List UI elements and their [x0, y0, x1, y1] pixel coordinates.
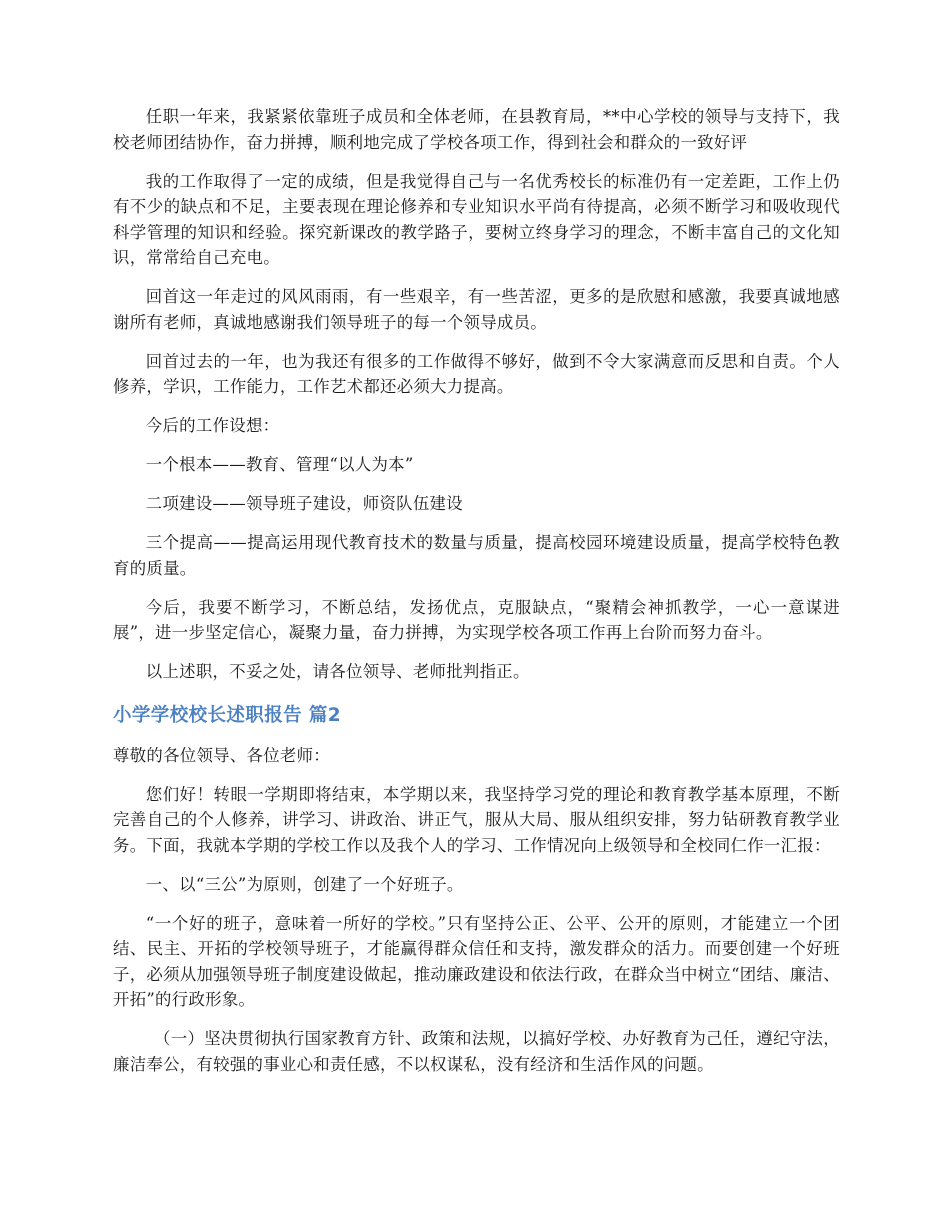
section-heading: 小学学校校长述职报告 篇2: [113, 704, 342, 726]
paragraph: 任职一年来，我紧紧依靠班子成员和全体老师，在县教育局，**中心学校的领导与支持下，我校老师团结协作，奋力拼搏，顺利地完成了学校各项工作，得到社会和群众的一致好评: [113, 107, 840, 152]
paragraph: （一）坚决贯彻执行国家教育方针、政策和法规，以搞好学校、办好教育为己任，遵纪守法，廉洁奉公，有较强的事业心和责任感，不以权谋私，没有经济和生活作风的问题。: [113, 1029, 840, 1074]
paragraph: 三个提高——提高运用现代教育技术的数量与质量，提高校园环境建设质量，提高学校特色教育的质量。: [113, 533, 840, 578]
paragraph: 一、以“三公”为原则，创建了一个好班子。: [145, 874, 464, 894]
paragraph: 以上述职，不妥之处，请各位领导、老师批判指正。: [145, 662, 530, 681]
salutation: 尊敬的各位领导、各位老师：: [113, 745, 330, 765]
paragraph: 二项建设——领导班子建设，师资队伍建设: [145, 494, 463, 513]
paragraph: 今后的工作设想：: [145, 416, 280, 435]
paragraph: 一个根本——教育、管理“以人为本”: [145, 455, 414, 474]
paragraph: 我的工作取得了一定的成绩，但是我觉得自己与一名优秀校长的标准仍有一定差距，工作上仍有不少的缺点和不足，主要表现在理论修养和专业知识水平尚有待提高，必须不断学习和吸收现代科学管理的知识和经验。探究新课改的教学路子，要树立终身学习的理念，不断丰富自己的文化知识，常常给自己充电。: [113, 171, 840, 267]
paragraph: 回首过去的一年，也为我还有很多的工作做得不够好，做到不令大家满意而反思和自责。个人修养，学识，工作能力，工作艺术都还必须大力提高。: [113, 351, 840, 396]
document-page: [113, 104, 840, 1091]
paragraph: 回首这一年走过的风风雨雨，有一些艰辛，有一些苦涩，更多的是欣慰和感激，我要真诚地感谢所有老师，真诚地感谢我们领导班子的每一个领导成员。: [113, 287, 840, 332]
paragraph: “一个好的班子，意味着一所好的学校。”只有坚持公正、公平、公开的原则，才能建立一个团结、民主、开拓的学校领导班子，才能赢得群众信任和支持，激发群众的活力。而要创建一个好班子，必须从加强领导班子制度建设做起，推动廉政建设和依法行政，在群众当中树立“团结、廉洁、开拓”的行政形象。: [113, 913, 840, 1009]
paragraph: 今后，我要不断学习，不断总结，发扬优点，克服缺点，“聚精会神抓教学，一心一意谋进展”，进一步坚定信心，凝聚力量，奋力拼搏，为实现学校各项工作再上台阶而努力奋斗。: [113, 597, 840, 642]
paragraph: 您们好！转眼一学期即将结束，本学期以来，我坚持学习党的理论和教育教学基本原理，不断完善自己的个人修养，讲学习、讲政治、讲正气，服从大局、服从组织安排，努力钻研教育教学业务。下面，我就本学期的学校工作以及我个人的学习、工作情况向上级领导和全校同仁作一汇报：: [113, 784, 840, 855]
